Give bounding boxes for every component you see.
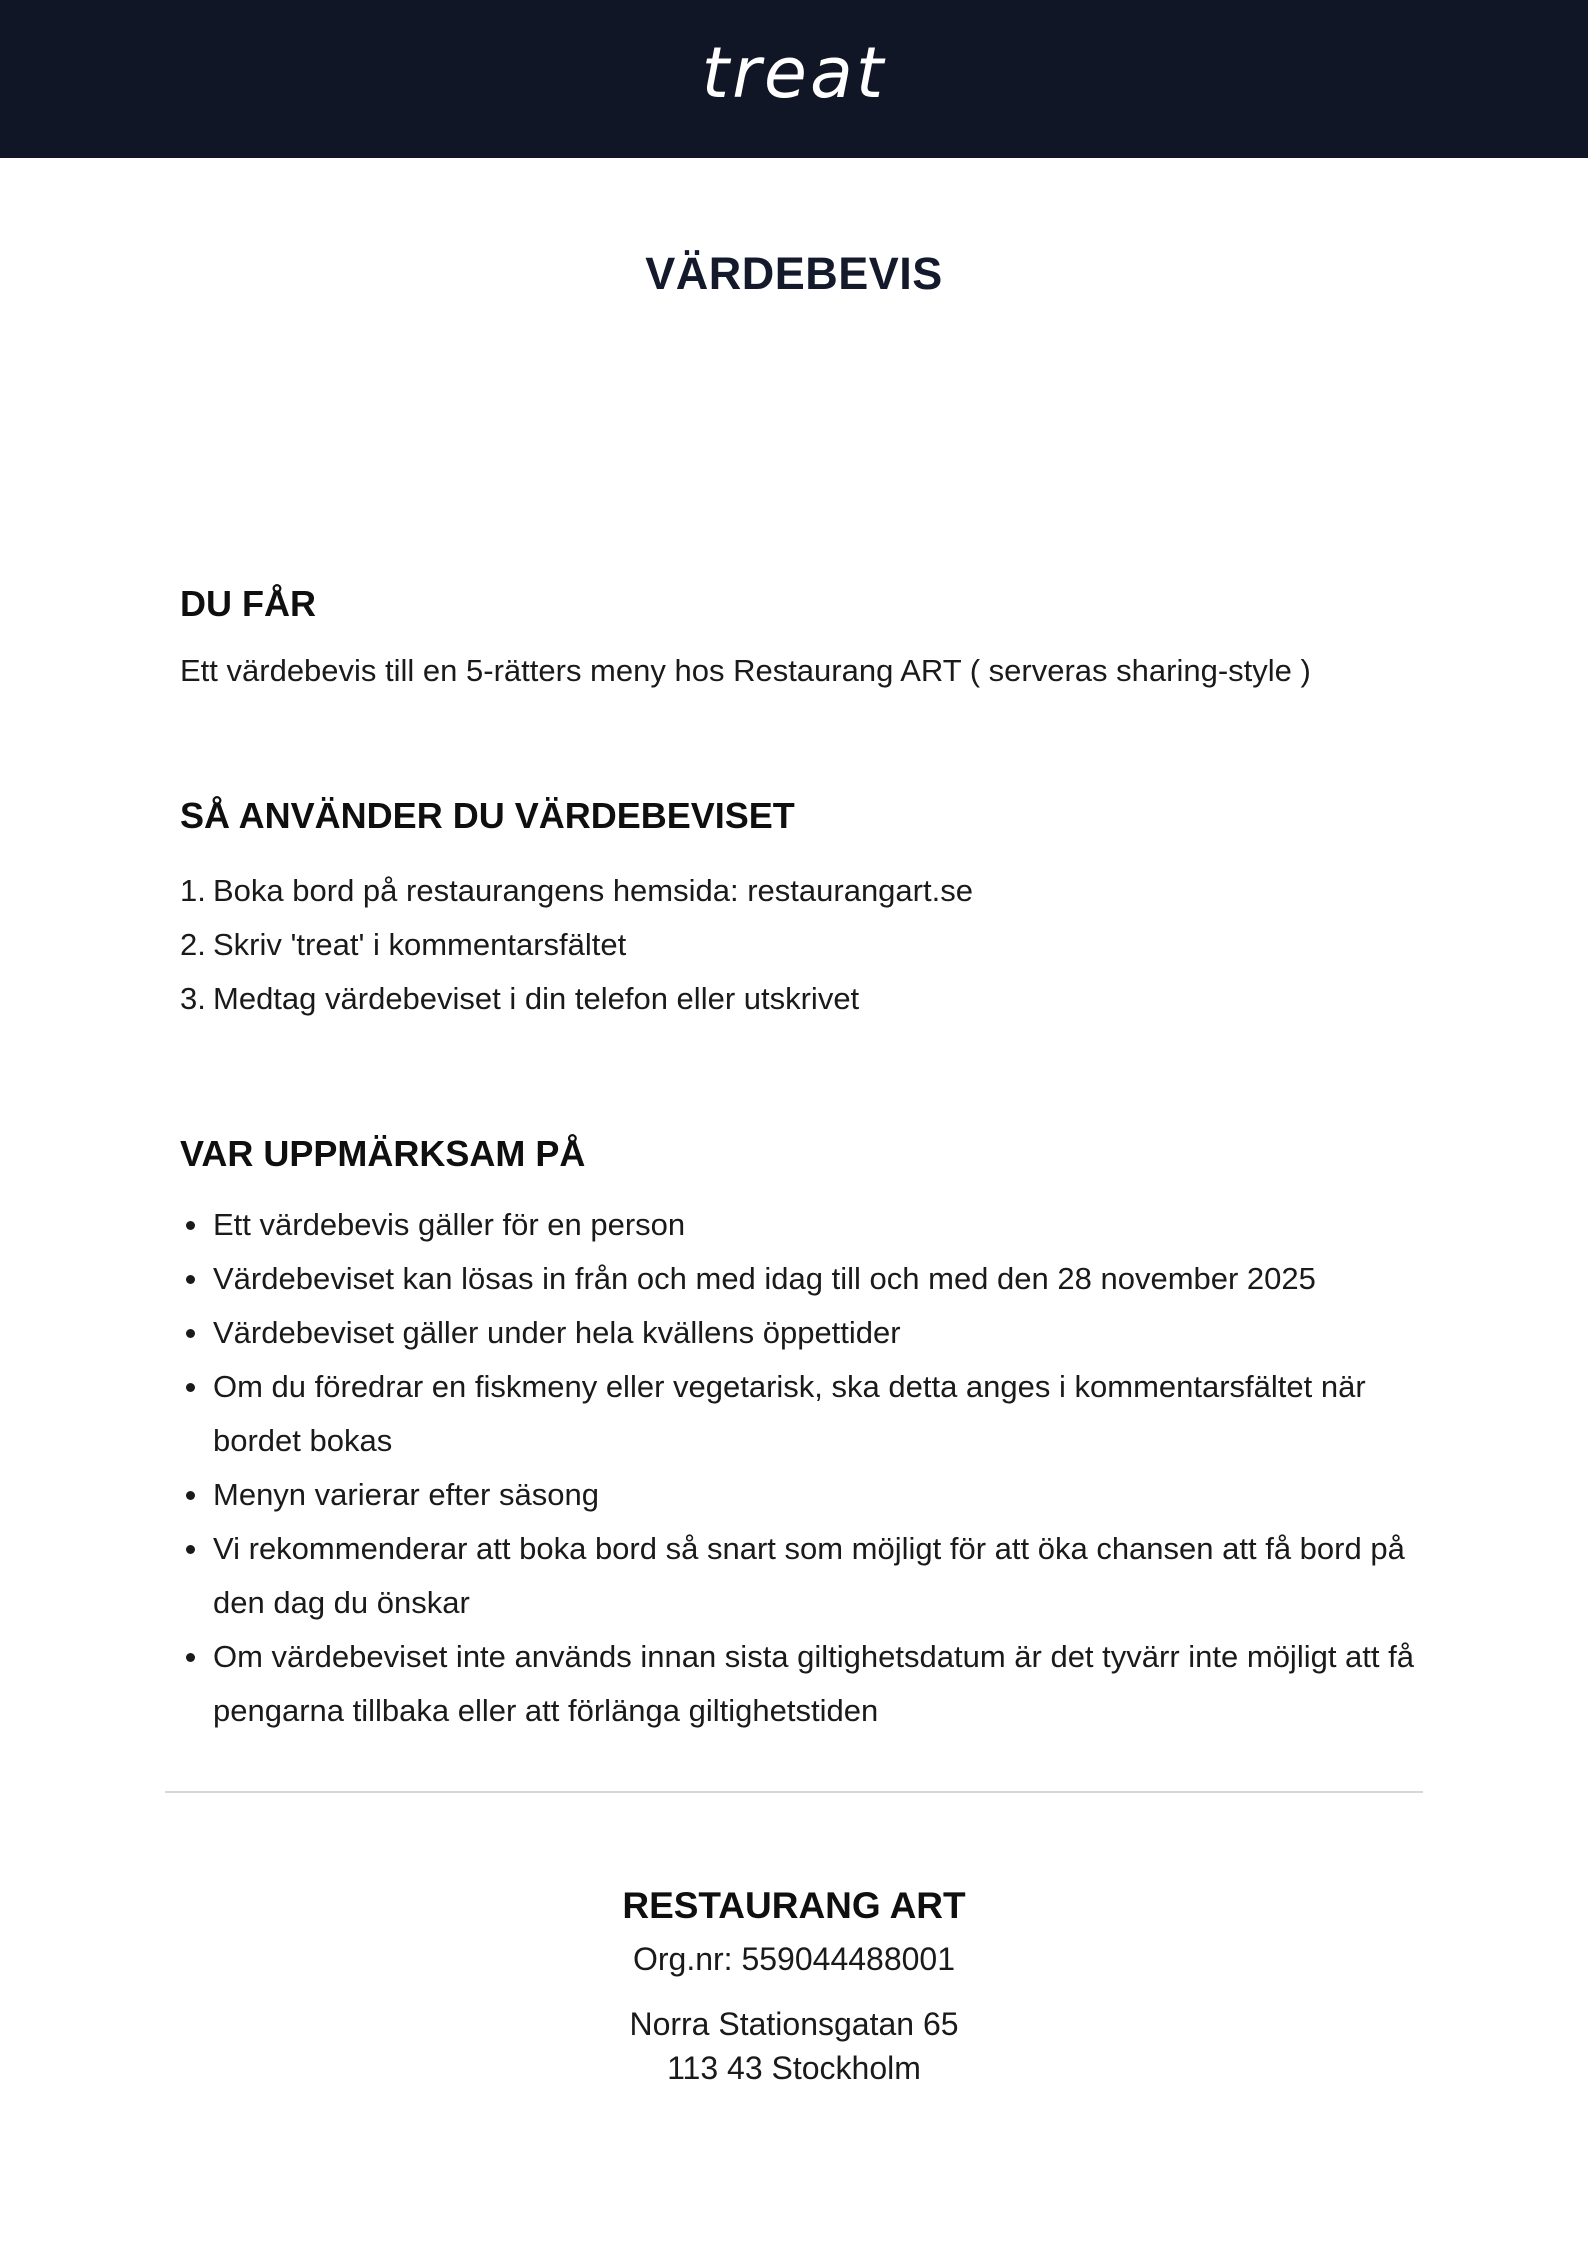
address-line: Norra Stationsgatan 65 [629,2006,959,2042]
section-how-to-use [180,790,1440,1026]
bullet-icon [186,1491,195,1500]
list-item [180,972,1440,1026]
list-item [180,1360,1440,1468]
notice-text: Ett värdebevis gäller för en person [213,1207,686,1242]
content [180,578,1440,1738]
section-heading-you-get: DU FÅR [180,583,316,624]
section-notice [180,1128,1440,1738]
list-item [180,1468,1440,1522]
you-get-text: Ett värdebevis till en 5-rätters meny hos Restaurang ART ( serveras sharing-style ) [180,653,1311,688]
bullet-icon [186,1275,195,1284]
header-bar [0,0,1588,158]
bullet-icon [186,1383,195,1392]
step-number: 3. [180,981,206,1016]
section-heading-how-to-use: SÅ ANVÄNDER DU VÄRDEBEVISET [180,795,795,836]
bullet-icon [186,1221,195,1230]
address [0,2002,1588,2090]
section-you-get [180,578,1440,698]
notice-text: Värdebeviset kan lösas in från och med idag till och med den 28 november 2025 [213,1261,1316,1296]
brand-logo: treat [701,32,887,114]
step-number: 2. [180,927,206,962]
org-number: Org.nr: 559044488001 [632,1941,956,1977]
notice-text: Vi rekommenderar att boka bord så snart som möjligt för att öka chansen att få bord på den dag du önskar [213,1531,1405,1620]
restaurant-name: RESTAURANG ART [622,1885,966,1926]
list-item [180,864,1440,918]
notice-text: Menyn varierar efter säsong [213,1477,599,1512]
section-heading-notice: VAR UPPMÄRKSAM PÅ [180,1133,586,1174]
notice-list [180,1198,1440,1738]
notice-text: Om värdebeviset inte används innan sista giltighetsdatum är det tyvärr inte möjligt att få pengarna tillbaka eller att förlänga giltighetstiden [213,1639,1414,1728]
notice-text: Om du föredrar en fiskmeny eller vegetarisk, ska detta anges i kommentarsfältet när bordet bokas [213,1369,1366,1458]
list-item [180,1198,1440,1252]
footer [0,1880,1588,2090]
steps-list [180,864,1440,1026]
divider [165,1791,1423,1793]
list-item [180,1630,1440,1738]
step-text: Skriv 'treat' i kommentarsfältet [213,927,627,962]
list-item [180,1522,1440,1630]
step-text: Boka bord på restaurangens hemsida: restaurangart.se [213,873,973,908]
list-item [180,1306,1440,1360]
document-title: VÄRDEBEVIS [645,248,943,299]
list-item [180,918,1440,972]
bullet-icon [186,1653,195,1662]
bullet-icon [186,1329,195,1338]
bullet-icon [186,1545,195,1554]
notice-text: Värdebeviset gäller under hela kvällens öppettider [213,1315,901,1350]
address-line: 113 43 Stockholm [667,2050,921,2086]
list-item [180,1252,1440,1306]
step-text: Medtag värdebeviset i din telefon eller utskrivet [213,981,860,1016]
step-number: 1. [180,873,206,908]
